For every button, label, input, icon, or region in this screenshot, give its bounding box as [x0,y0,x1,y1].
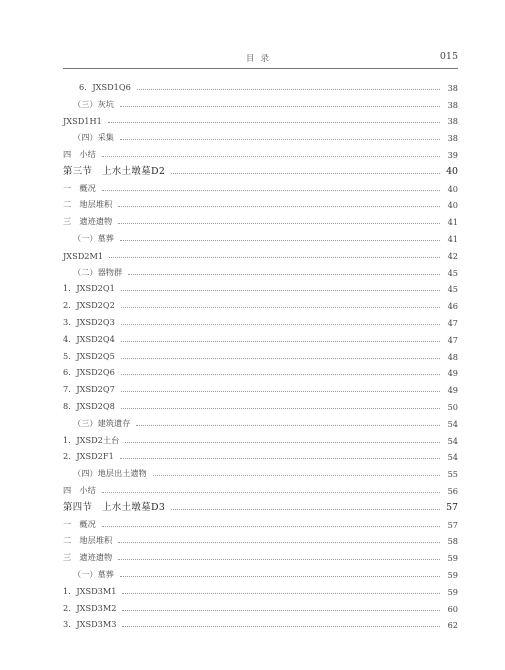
toc-entry-title: 7．JXSD2Q7 [63,384,115,395]
toc-entry-page: 38 [447,133,458,144]
toc-entry-page: 54 [447,418,458,429]
toc-entry-page: 45 [447,267,458,278]
toc-entry[interactable] [63,429,458,446]
toc-entry-title: （四）采集 [73,132,114,143]
toc-entry[interactable] [63,261,458,278]
dot-leader [102,156,440,157]
dot-leader [121,408,440,409]
toc-entry[interactable] [63,194,458,211]
dot-leader [171,173,440,174]
toc-entry[interactable] [63,446,458,463]
dot-leader [120,106,440,107]
toc-entry[interactable] [63,513,458,530]
toc-entry-title: 2．JXSD3M2 [63,602,117,613]
dot-leader [118,559,440,560]
toc-entry-title: 3．JXSD2Q3 [63,316,115,327]
toc-entry-page: 62 [447,620,458,631]
table-of-contents [63,76,458,630]
toc-entry-page: 59 [447,553,458,564]
dot-leader [128,274,440,275]
toc-entry-title: 4．JXSD2Q4 [63,333,115,344]
toc-entry-page: 39 [447,149,458,160]
dot-leader [121,341,440,342]
running-title: 目录 [245,54,275,64]
toc-entry-page: 41 [447,233,458,244]
toc-entry[interactable] [63,378,458,395]
toc-entry-page: 41 [447,217,458,228]
toc-entry-title: 6．JXSD2Q6 [63,367,115,378]
toc-entry-title: （三）灰坑 [73,98,114,109]
toc-entry-page: 38 [447,116,458,127]
toc-entry-page: 50 [447,401,458,412]
toc-entry[interactable] [63,614,458,631]
header-rule [63,68,458,69]
toc-entry-page: 45 [447,284,458,295]
toc-entry[interactable] [63,311,458,328]
toc-entry-title: 1．JXSD3M1 [63,585,117,596]
dot-leader [125,442,440,443]
toc-entry-title: 四 小结 [63,484,96,495]
toc-entry-title: 二 地层堆积 [63,535,113,546]
toc-entry[interactable] [63,412,458,429]
toc-entry-page: 60 [447,603,458,614]
toc-entry[interactable] [63,345,458,362]
toc-entry[interactable] [63,244,458,261]
toc-entry-title: 第三节 上水土墩墓D2 [63,165,166,177]
dot-leader [122,626,440,627]
toc-entry-title: 二 地层堆积 [63,199,113,210]
toc-entry[interactable] [63,177,458,194]
dot-leader [122,593,440,594]
toc-entry-title: 一 概况 [63,182,96,193]
dot-leader [121,391,440,392]
dot-leader [118,542,440,543]
toc-entry-page: 47 [447,334,458,345]
toc-entry-page: 54 [447,452,458,463]
dot-leader [102,492,440,493]
toc-entry-page: 48 [447,351,458,362]
dot-leader [137,89,440,90]
toc-entry-page: 59 [447,569,458,580]
toc-entry-title: 四 小结 [63,148,96,159]
toc-entry[interactable] [63,597,458,614]
page-number: 015 [439,51,458,62]
toc-entry[interactable] [63,479,458,496]
toc-entry[interactable] [63,530,458,547]
toc-entry-page: 38 [447,99,458,110]
toc-section-entry[interactable] [63,496,458,513]
toc-entry-page: 59 [447,586,458,597]
dot-leader [121,307,440,308]
toc-entry-title: 一 概况 [63,518,96,529]
toc-entry-title: 8．JXSD2Q8 [63,400,115,411]
dot-leader [121,290,440,291]
dot-leader [108,122,440,123]
toc-entry-page: 40 [446,165,458,177]
toc-entry-page: 40 [447,183,458,194]
toc-entry-title: （一）墓葬 [73,232,114,243]
toc-entry[interactable] [63,227,458,244]
toc-entry-title: 3．JXSD3M3 [63,619,117,630]
toc-entry[interactable] [63,93,458,110]
toc-entry-page: 58 [447,536,458,547]
toc-entry-page: 57 [447,519,458,530]
toc-section-entry[interactable] [63,160,458,177]
toc-entry-title: 5．JXSD2Q5 [63,350,115,361]
toc-entry-page: 40 [447,200,458,211]
toc-entry-page: 57 [446,501,458,513]
toc-entry-title: （三）建筑遗存 [73,417,131,428]
toc-entry-page: 56 [447,485,458,496]
toc-entry-title: JXSD2M1 [63,250,104,261]
toc-entry[interactable] [63,126,458,143]
toc-entry[interactable] [63,210,458,227]
page-header [63,52,458,68]
toc-entry[interactable] [63,580,458,597]
toc-entry[interactable] [63,328,458,345]
toc-entry[interactable] [63,294,458,311]
toc-entry-title: 2．JXSD2F1 [63,451,114,462]
toc-entry-title: 6．JXSD1Q6 [79,81,131,92]
dot-leader [121,324,440,325]
toc-entry-title: 第四节 上水土墩墓D3 [63,501,166,513]
toc-entry-title: （四）地层出土遗物 [73,468,147,479]
toc-entry[interactable] [63,462,458,479]
toc-entry-page: 38 [447,82,458,93]
toc-entry-page: 47 [447,317,458,328]
toc-entry-page: 42 [447,250,458,261]
dot-leader [120,576,440,577]
toc-entry-title: 1．JXSD2土台 [63,434,120,445]
toc-entry[interactable] [63,563,458,580]
toc-entry-title: 2．JXSD2Q2 [63,300,115,311]
toc-entry[interactable] [63,395,458,412]
dot-leader [102,190,440,191]
dot-leader [121,374,440,375]
dot-leader [136,425,440,426]
toc-entry-page: 55 [447,469,458,480]
dot-leader [118,206,440,207]
dot-leader [120,240,440,241]
dot-leader [121,358,440,359]
toc-entry[interactable] [63,110,458,127]
dot-leader [109,257,440,258]
toc-entry[interactable] [63,143,458,160]
dot-leader [102,526,440,527]
dot-leader [171,509,440,510]
toc-entry-title: 1．JXSD2Q1 [63,283,115,294]
dot-leader [120,458,440,459]
toc-entry-page: 49 [447,368,458,379]
toc-entry-page: 49 [447,385,458,396]
toc-entry-title: （一）墓葬 [73,568,114,579]
toc-entry[interactable] [63,546,458,563]
toc-entry-title: （二）器物群 [73,266,123,277]
toc-entry-page: 54 [447,435,458,446]
dot-leader [118,223,440,224]
dot-leader [153,475,440,476]
toc-entry-title: 三 遗迹遗物 [63,216,113,227]
dot-leader [120,139,440,140]
toc-entry[interactable] [63,278,458,295]
toc-entry[interactable] [63,362,458,379]
dot-leader [122,610,440,611]
toc-entry[interactable] [63,76,458,93]
toc-entry-title: JXSD1H1 [63,116,102,127]
toc-entry-title: 三 遗迹遗物 [63,552,113,563]
toc-entry-page: 46 [447,301,458,312]
